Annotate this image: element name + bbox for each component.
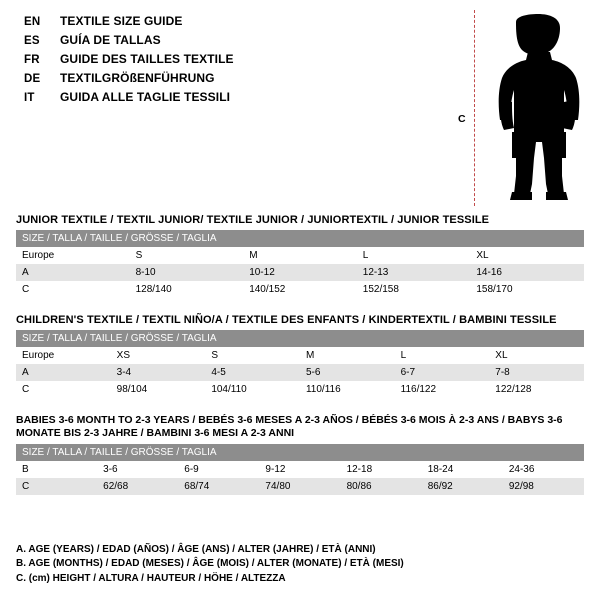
cell: 110/116: [300, 381, 395, 398]
language-title: GUIDE DES TAILLES TEXTILE: [60, 52, 234, 66]
cell: 3-4: [111, 364, 206, 381]
cell: 62/68: [97, 478, 178, 495]
cell: 12-13: [357, 264, 471, 281]
row-label: C: [16, 381, 111, 398]
cell: 80/86: [341, 478, 422, 495]
table-header-label: SIZE / TALLA / TAILLE / GRÖSSE / TAGLIA: [16, 230, 584, 247]
cell: XS: [111, 347, 206, 364]
language-code: FR: [24, 54, 40, 66]
table-header-row: [16, 444, 584, 461]
cell: XL: [470, 247, 584, 264]
table-header-row: [16, 330, 584, 347]
language-row: [24, 33, 444, 52]
table-row: [16, 264, 584, 281]
language-row: [24, 90, 444, 109]
cell: 128/140: [130, 281, 244, 298]
cell: 8-10: [130, 264, 244, 281]
child-silhouette-icon: [486, 8, 590, 204]
cell: 10-12: [243, 264, 357, 281]
table-row: [16, 247, 584, 264]
cell: 158/170: [470, 281, 584, 298]
cell: S: [130, 247, 244, 264]
language-title: TEXTILGRÖßENFÜHRUNG: [60, 71, 215, 85]
table-row: [16, 478, 584, 495]
table-row: [16, 347, 584, 364]
cell: 3-6: [97, 461, 178, 478]
language-row: [24, 52, 444, 71]
cell: M: [243, 247, 357, 264]
language-title-list: [24, 14, 444, 109]
cell: 14-16: [470, 264, 584, 281]
junior-size-table: [16, 230, 584, 298]
cell: 122/128: [489, 381, 584, 398]
language-code: EN: [24, 16, 41, 28]
measure-guide-line: [474, 10, 475, 206]
row-label: A: [16, 264, 130, 281]
row-label: Europe: [16, 247, 130, 264]
cell: XL: [489, 347, 584, 364]
cell: 68/74: [178, 478, 259, 495]
table-row: [16, 364, 584, 381]
language-row: [24, 14, 444, 33]
language-title: GUIDA ALLE TAGLIE TESSILI: [60, 90, 231, 104]
language-title: GUÍA DE TALLAS: [60, 33, 161, 47]
cell: 4-5: [205, 364, 300, 381]
legend-line-c: C. (cm) HEIGHT / ALTURA / HAUTEUR / HÖHE / ALTEZZA: [16, 572, 286, 584]
language-title: TEXTILE SIZE GUIDE: [60, 14, 183, 28]
cell: M: [300, 347, 395, 364]
row-label: C: [16, 281, 130, 298]
table-header-label: SIZE / TALLA / TAILLE / GRÖSSE / TAGLIA: [16, 444, 584, 461]
cell: 92/98: [503, 478, 584, 495]
cell: 86/92: [422, 478, 503, 495]
babies-size-table: [16, 444, 584, 495]
row-label: C: [16, 478, 97, 495]
cell: 9-12: [259, 461, 340, 478]
row-label: Europe: [16, 347, 111, 364]
section-title: CHILDREN'S TEXTILE / TEXTIL NIÑO/A / TEXTILE DES ENFANTS / KINDERTEXTIL / BAMBINI TESSILE: [16, 314, 557, 326]
height-measurement-figure: [452, 8, 592, 208]
cell: L: [357, 247, 471, 264]
cell: 7-8: [489, 364, 584, 381]
table-row: [16, 381, 584, 398]
language-code: DE: [24, 73, 41, 85]
legend-block: [16, 543, 584, 587]
section-title: JUNIOR TEXTILE / TEXTIL JUNIOR/ TEXTILE JUNIOR / JUNIORTEXTIL / JUNIOR TESSILE: [16, 214, 490, 226]
cell: 6-7: [395, 364, 490, 381]
table-row: [16, 461, 584, 478]
cell: 104/110: [205, 381, 300, 398]
language-code: IT: [24, 92, 35, 104]
section-title-babies: BABIES 3-6 MONTH TO 2-3 YEARS / BEBÉS 3-6 MESES A 2-3 AÑOS / BÉBÉS 3-6 MOIS À 2-3 ANS / BABYS 3-6 MONATE BIS 2-3 JAHRE / BAMBINI 3-6 MESI A 2-3 ANNI: [16, 414, 563, 439]
cell: 12-18: [341, 461, 422, 478]
cell: 74/80: [259, 478, 340, 495]
table-row: [16, 281, 584, 298]
cell: 98/104: [111, 381, 206, 398]
cell: 6-9: [178, 461, 259, 478]
cell: 152/158: [357, 281, 471, 298]
row-label: B: [16, 461, 97, 478]
section-childrens-textile: [16, 314, 584, 398]
language-code: ES: [24, 35, 40, 47]
cell: S: [205, 347, 300, 364]
table-header-label: SIZE / TALLA / TAILLE / GRÖSSE / TAGLIA: [16, 330, 584, 347]
children-size-table: [16, 330, 584, 398]
cell: 24-36: [503, 461, 584, 478]
cell: 116/122: [395, 381, 490, 398]
cell: 18-24: [422, 461, 503, 478]
table-header-row: [16, 230, 584, 247]
cell: 140/152: [243, 281, 357, 298]
cell: L: [395, 347, 490, 364]
cell: 5-6: [300, 364, 395, 381]
row-label: A: [16, 364, 111, 381]
section-babies-textile: [16, 444, 584, 495]
measure-label-c: C: [458, 113, 466, 125]
legend-line-a: A. AGE (YEARS) / EDAD (AÑOS) / ÂGE (ANS) / ALTER (JAHRE) / ETÀ (ANNI): [16, 543, 376, 555]
legend-line-b: B. AGE (MONTHS) / EDAD (MESES) / ÂGE (MOIS) / ALTER (MONATE) / ETÀ (MESI): [16, 558, 404, 569]
section-junior-textile: [16, 214, 584, 298]
language-row: [24, 71, 444, 90]
